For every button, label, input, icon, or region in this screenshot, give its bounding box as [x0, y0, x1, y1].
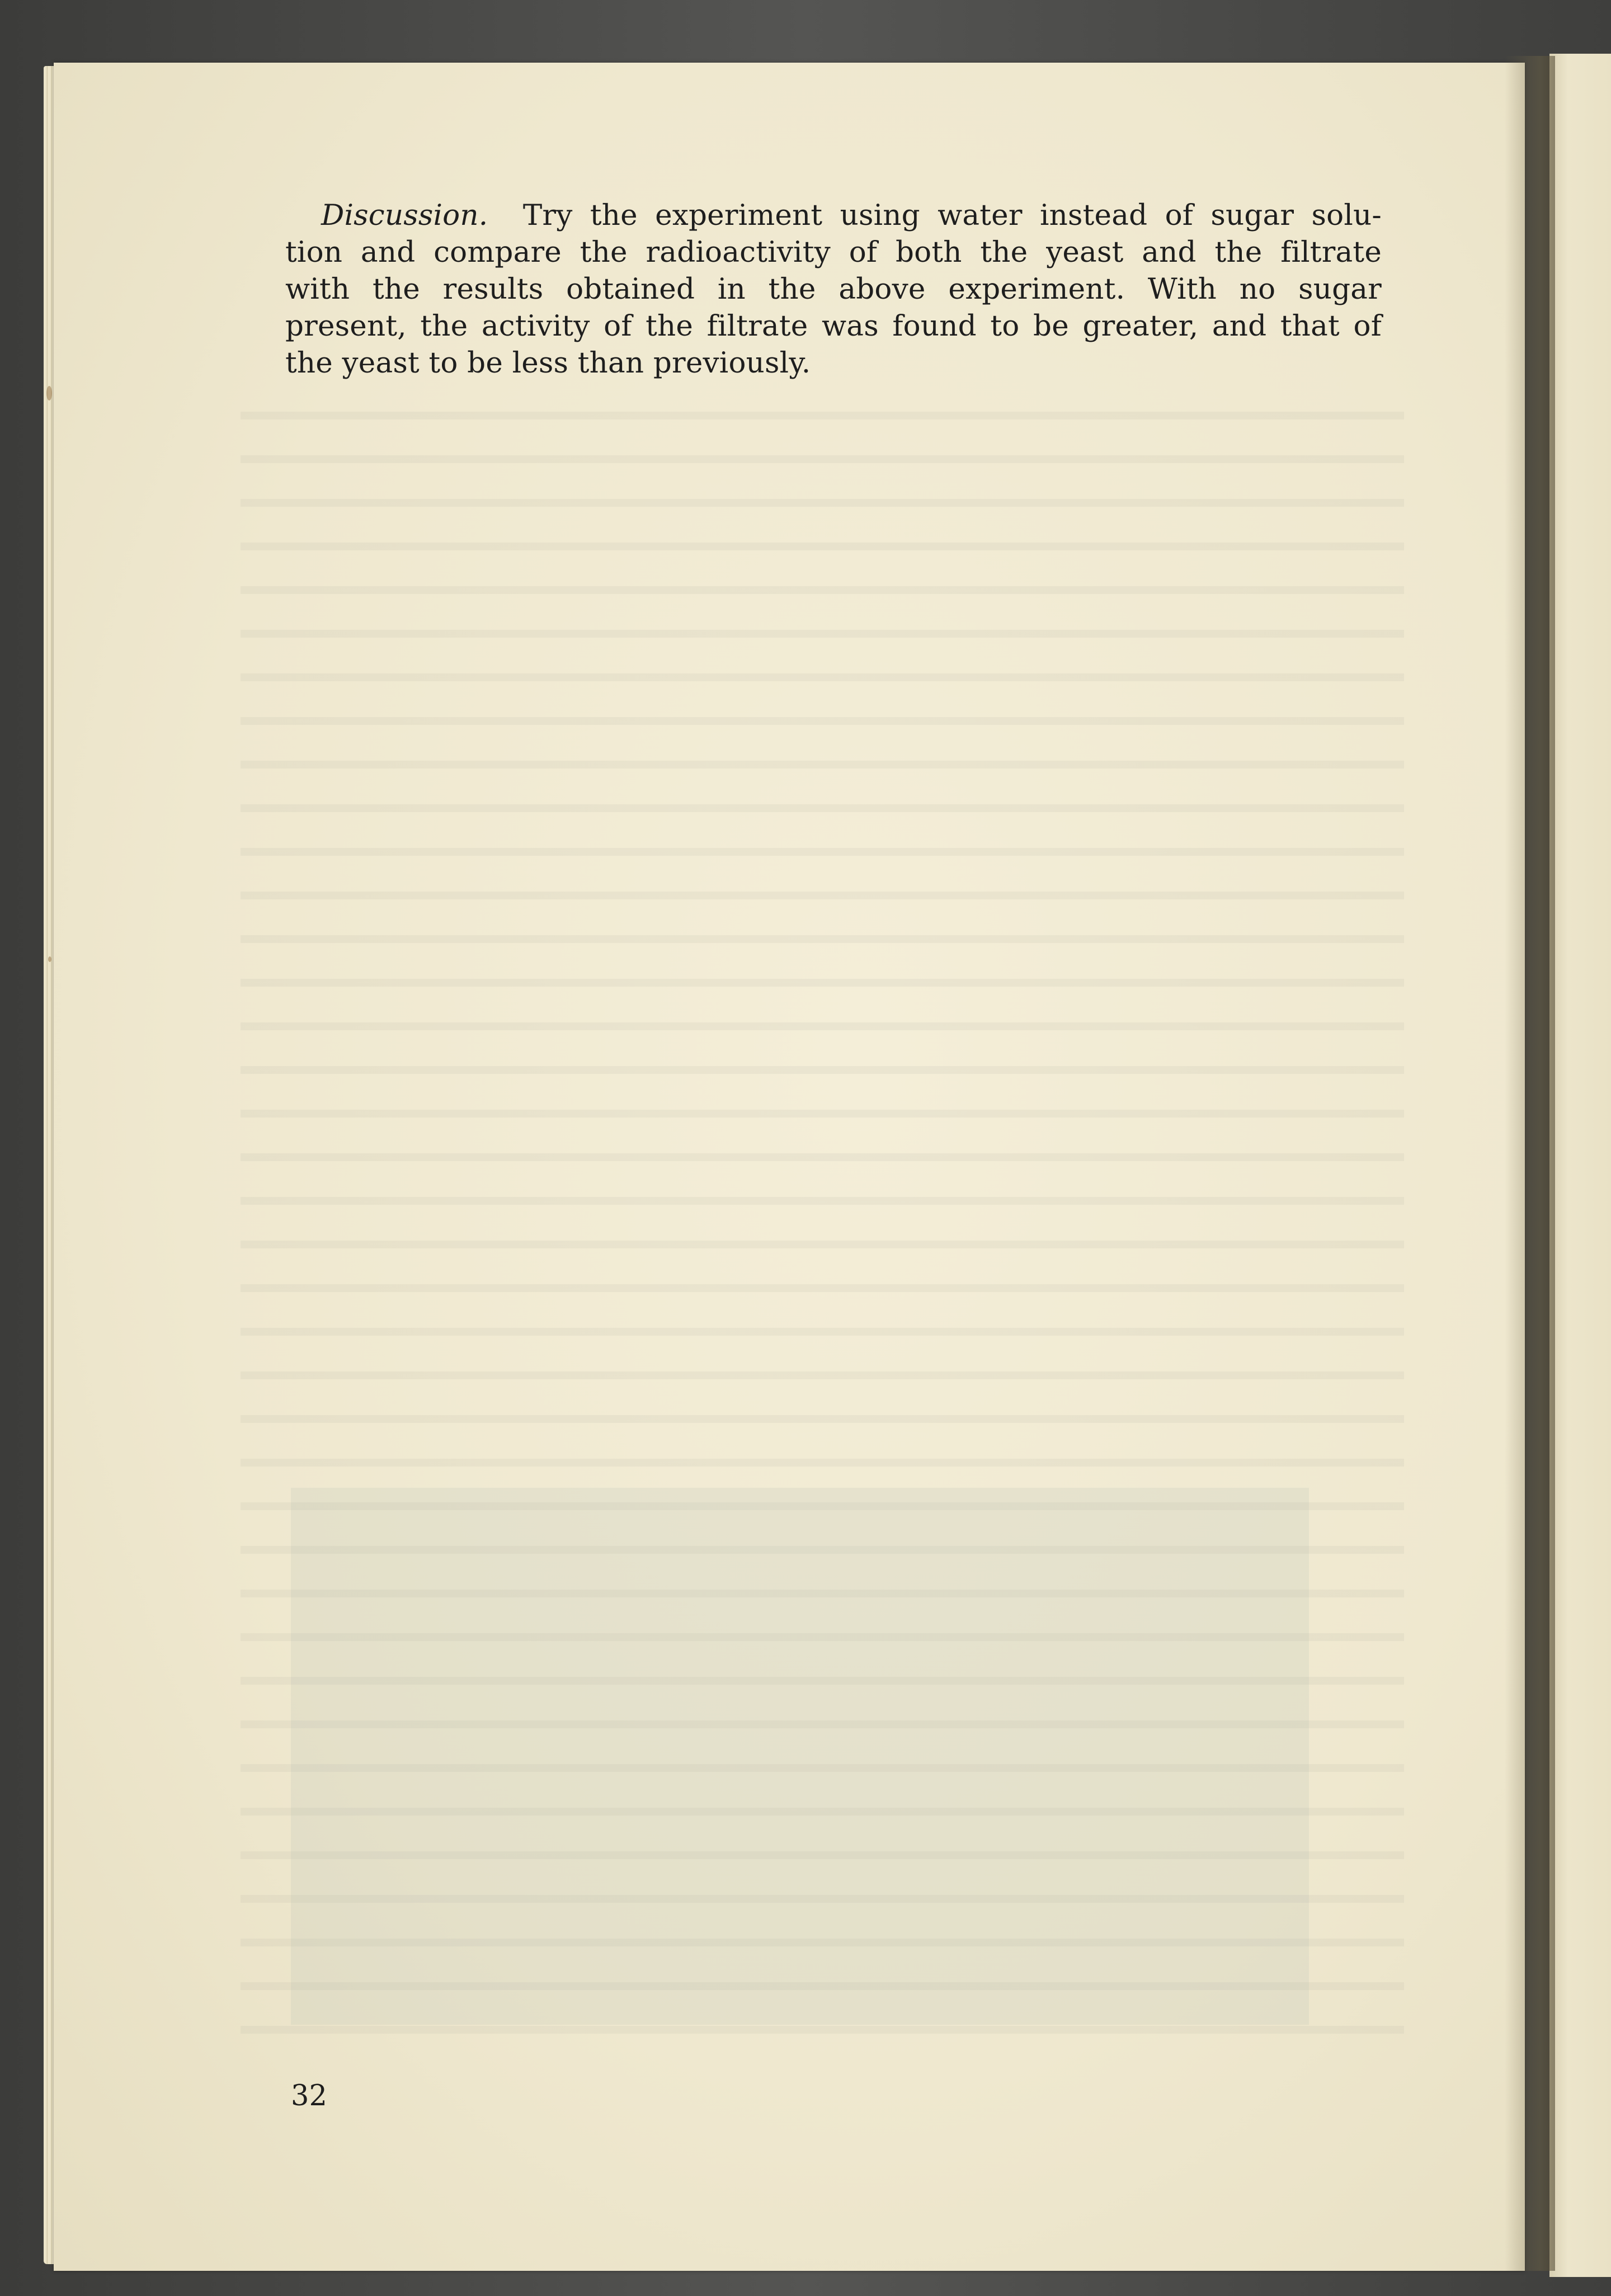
stain-mark [48, 956, 51, 962]
stain-mark [46, 386, 52, 400]
paragraph-lead: Discussion. [321, 199, 488, 232]
show-through-figure [291, 1488, 1309, 2025]
line-text: Try the experiment using water instead of sugar solu- [522, 199, 1382, 232]
text-line-2: tion and compare the radioactivity of both the yeast and the filtrate [285, 235, 1382, 269]
text-line-4: present, the activity of the filtrate was found to be greater, and that of [285, 309, 1382, 343]
text-line-1 [285, 197, 1382, 234]
discussion-paragraph [285, 197, 1382, 381]
page-number: 32 [291, 2080, 327, 2113]
gutter-shadow [1505, 56, 1555, 2271]
text-line-3: with the results obtained in the above experiment. With no sugar [285, 272, 1382, 306]
text-line-5: the yeast to be less than previously. [285, 346, 811, 380]
facing-page-edge [1549, 54, 1611, 2277]
